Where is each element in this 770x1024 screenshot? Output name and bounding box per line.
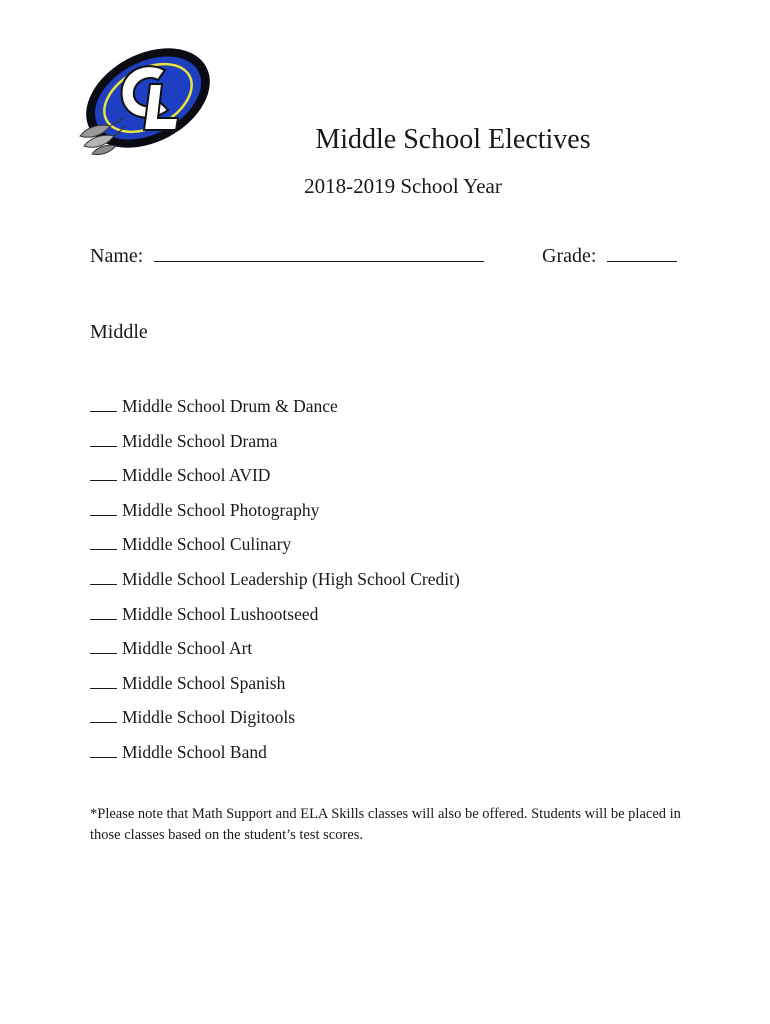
selection-blank[interactable] — [90, 535, 117, 550]
electives-list — [90, 394, 460, 775]
footnote: *Please note that Math Support and ELA Skills classes will also be offered. Students will be placed in those classes based on the student’s test scores. — [90, 806, 681, 843]
school-year: 2018-2019 School Year — [304, 174, 502, 198]
section-heading: Middle — [90, 321, 148, 343]
selection-blank[interactable] — [90, 466, 117, 481]
selection-blank[interactable] — [90, 570, 117, 585]
name-label: Name: — [90, 245, 144, 267]
list-item: Middle School Band — [90, 740, 460, 775]
grade-label: Grade: — [542, 245, 597, 267]
grade-blank[interactable] — [607, 243, 677, 262]
list-item: Middle School Digitools — [90, 705, 460, 740]
page-title: Middle School Electives — [315, 124, 591, 155]
selection-blank[interactable] — [90, 674, 117, 689]
selection-blank[interactable] — [90, 501, 117, 516]
list-item: Middle School Spanish — [90, 671, 460, 706]
list-item: Middle School Lushootseed — [90, 602, 460, 637]
selection-blank[interactable] — [90, 605, 117, 620]
grade-field — [542, 242, 677, 270]
selection-blank[interactable] — [90, 639, 117, 654]
list-item: Middle School AVID — [90, 463, 460, 498]
selection-blank[interactable] — [90, 397, 117, 412]
list-item: Middle School Art — [90, 636, 460, 671]
list-item: Middle School Culinary — [90, 532, 460, 567]
list-item: Middle School Leadership (High School Credit) — [90, 567, 460, 602]
selection-blank[interactable] — [90, 743, 117, 758]
list-item: Middle School Drum & Dance — [90, 394, 460, 429]
selection-blank[interactable] — [90, 708, 117, 723]
name-field — [90, 242, 484, 270]
list-item: Middle School Photography — [90, 498, 460, 533]
list-item: Middle School Drama — [90, 429, 460, 464]
name-blank[interactable] — [154, 243, 484, 262]
selection-blank[interactable] — [90, 432, 117, 447]
